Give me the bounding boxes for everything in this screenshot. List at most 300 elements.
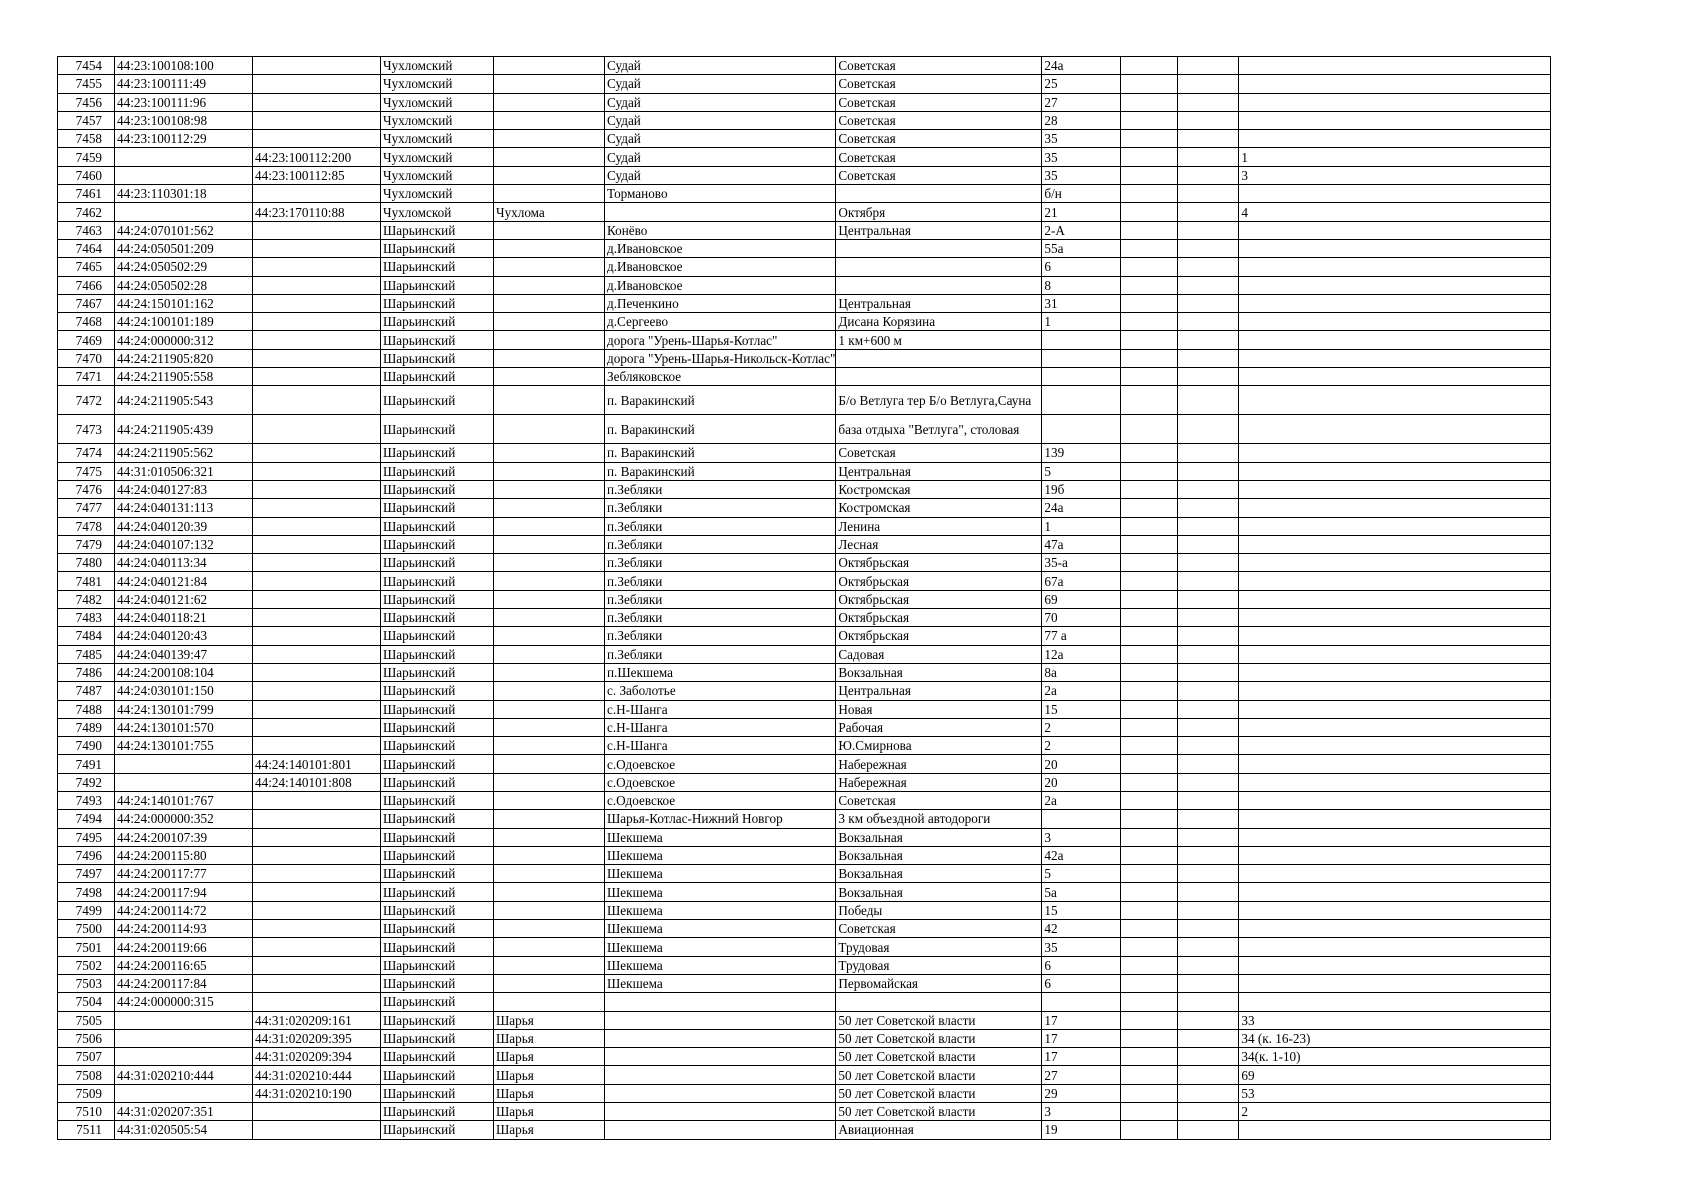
cell-cadastral-number bbox=[115, 1084, 253, 1102]
cell-cadastral-number-building bbox=[253, 1121, 381, 1139]
cell-row-number: 7489 bbox=[58, 718, 115, 736]
cell-cadastral-number-building bbox=[253, 865, 381, 883]
cell-cadastral-number-building bbox=[253, 810, 381, 828]
cell-district: Шарьинский bbox=[381, 791, 494, 809]
table-row bbox=[58, 1084, 1551, 1102]
cell-apartment bbox=[1239, 920, 1551, 938]
cell-settlement bbox=[494, 828, 605, 846]
table-row bbox=[58, 846, 1551, 864]
cell-locality: п.Зебляки bbox=[605, 627, 836, 645]
cell-locality: Шекшема bbox=[605, 846, 836, 864]
table-row bbox=[58, 883, 1551, 901]
cell-settlement bbox=[494, 148, 605, 166]
cell-apartment bbox=[1239, 221, 1551, 239]
cell-apartment bbox=[1239, 331, 1551, 349]
cell-cadastral-number-building bbox=[253, 901, 381, 919]
cell-row-number: 7477 bbox=[58, 499, 115, 517]
cell-settlement bbox=[494, 773, 605, 791]
cell-cadastral-number: 44:24:211905:543 bbox=[115, 386, 253, 415]
cell-settlement: Шарья bbox=[494, 1048, 605, 1066]
cell-settlement bbox=[494, 974, 605, 992]
cell-row-number: 7495 bbox=[58, 828, 115, 846]
cell-col-10 bbox=[1178, 938, 1239, 956]
cell-col-9 bbox=[1121, 185, 1178, 203]
cell-col-10 bbox=[1178, 57, 1239, 75]
cell-district: Шарьинский bbox=[381, 718, 494, 736]
cell-house-number: 1 bbox=[1042, 313, 1121, 331]
cell-settlement bbox=[494, 349, 605, 367]
cell-row-number: 7493 bbox=[58, 791, 115, 809]
cell-col-10 bbox=[1178, 828, 1239, 846]
cell-locality: п.Зебляки bbox=[605, 609, 836, 627]
cell-col-9 bbox=[1121, 865, 1178, 883]
cell-apartment bbox=[1239, 415, 1551, 444]
cell-cadastral-number-building bbox=[253, 499, 381, 517]
cell-col-10 bbox=[1178, 203, 1239, 221]
cell-cadastral-number: 44:23:100111:96 bbox=[115, 93, 253, 111]
cell-settlement bbox=[494, 368, 605, 386]
cell-street: Рабочая bbox=[836, 718, 1042, 736]
cell-house-number bbox=[1042, 331, 1121, 349]
cell-col-10 bbox=[1178, 645, 1239, 663]
table-row bbox=[58, 75, 1551, 93]
cell-row-number: 7509 bbox=[58, 1084, 115, 1102]
cell-apartment bbox=[1239, 57, 1551, 75]
cell-house-number bbox=[1042, 386, 1121, 415]
cell-house-number bbox=[1042, 415, 1121, 444]
cell-apartment bbox=[1239, 444, 1551, 462]
cell-district: Шарьинский bbox=[381, 1121, 494, 1139]
cell-locality: Шекшема bbox=[605, 938, 836, 956]
cell-row-number: 7481 bbox=[58, 572, 115, 590]
cell-apartment bbox=[1239, 682, 1551, 700]
cell-apartment bbox=[1239, 993, 1551, 1011]
cell-cadastral-number: 44:24:200114:93 bbox=[115, 920, 253, 938]
cell-col-10 bbox=[1178, 920, 1239, 938]
cell-cadastral-number: 44:31:020210:444 bbox=[115, 1066, 253, 1084]
cell-district: Шарьинский bbox=[381, 313, 494, 331]
cell-cadastral-number-building bbox=[253, 462, 381, 480]
cell-locality: с.Н-Шанга bbox=[605, 737, 836, 755]
cell-locality: Судай bbox=[605, 166, 836, 184]
cell-house-number: 29 bbox=[1042, 1084, 1121, 1102]
cell-cadastral-number-building: 44:24:140101:801 bbox=[253, 755, 381, 773]
cell-district: Шарьинский bbox=[381, 239, 494, 257]
cell-col-9 bbox=[1121, 148, 1178, 166]
cell-row-number: 7494 bbox=[58, 810, 115, 828]
cell-cadastral-number: 44:24:200117:94 bbox=[115, 883, 253, 901]
cell-street: Советская bbox=[836, 75, 1042, 93]
cell-col-9 bbox=[1121, 791, 1178, 809]
cell-cadastral-number-building: 44:23:100112:85 bbox=[253, 166, 381, 184]
cell-apartment: 33 bbox=[1239, 1011, 1551, 1029]
table-row bbox=[58, 663, 1551, 681]
cell-col-10 bbox=[1178, 294, 1239, 312]
table-row bbox=[58, 828, 1551, 846]
cell-col-10 bbox=[1178, 313, 1239, 331]
cell-district: Шарьинский bbox=[381, 773, 494, 791]
cell-district: Шарьинский bbox=[381, 331, 494, 349]
cell-cadastral-number-building bbox=[253, 535, 381, 553]
table-row bbox=[58, 368, 1551, 386]
cell-street: Ю.Смирнова bbox=[836, 737, 1042, 755]
table-body bbox=[58, 57, 1551, 1140]
cell-house-number: 55а bbox=[1042, 239, 1121, 257]
cell-row-number: 7488 bbox=[58, 700, 115, 718]
cell-cadastral-number-building bbox=[253, 415, 381, 444]
cell-col-9 bbox=[1121, 627, 1178, 645]
cell-apartment bbox=[1239, 368, 1551, 386]
cell-street: Победы bbox=[836, 901, 1042, 919]
table-row bbox=[58, 956, 1551, 974]
cell-cadastral-number: 44:24:200114:72 bbox=[115, 901, 253, 919]
cell-row-number: 7461 bbox=[58, 185, 115, 203]
cell-district: Шарьинский bbox=[381, 1084, 494, 1102]
cell-district: Шарьинский bbox=[381, 846, 494, 864]
cell-house-number: 24а bbox=[1042, 499, 1121, 517]
cell-street: 50 лет Советской власти bbox=[836, 1029, 1042, 1047]
cell-apartment bbox=[1239, 791, 1551, 809]
table-row bbox=[58, 276, 1551, 294]
cell-settlement bbox=[494, 938, 605, 956]
cell-settlement bbox=[494, 663, 605, 681]
cell-col-9 bbox=[1121, 810, 1178, 828]
cell-col-10 bbox=[1178, 349, 1239, 367]
cell-cadastral-number: 44:24:040113:34 bbox=[115, 554, 253, 572]
cell-col-10 bbox=[1178, 956, 1239, 974]
cell-district: Шарьинский bbox=[381, 499, 494, 517]
cell-col-9 bbox=[1121, 682, 1178, 700]
cell-house-number: 24а bbox=[1042, 57, 1121, 75]
cell-row-number: 7505 bbox=[58, 1011, 115, 1029]
table-row bbox=[58, 258, 1551, 276]
table-row bbox=[58, 221, 1551, 239]
cell-row-number: 7478 bbox=[58, 517, 115, 535]
cell-cadastral-number-building bbox=[253, 517, 381, 535]
cell-street: Лесная bbox=[836, 535, 1042, 553]
cell-locality: п.Зебляки bbox=[605, 590, 836, 608]
cell-col-9 bbox=[1121, 313, 1178, 331]
cell-house-number: 35 bbox=[1042, 166, 1121, 184]
cell-col-9 bbox=[1121, 130, 1178, 148]
cell-locality: Шекшема bbox=[605, 956, 836, 974]
cell-cadastral-number-building bbox=[253, 883, 381, 901]
table-row bbox=[58, 590, 1551, 608]
cell-apartment bbox=[1239, 974, 1551, 992]
cell-col-9 bbox=[1121, 609, 1178, 627]
cell-street: Советская bbox=[836, 444, 1042, 462]
cell-col-10 bbox=[1178, 185, 1239, 203]
cell-cadastral-number bbox=[115, 773, 253, 791]
cell-col-10 bbox=[1178, 166, 1239, 184]
cell-row-number: 7473 bbox=[58, 415, 115, 444]
cell-apartment bbox=[1239, 645, 1551, 663]
cell-apartment: 3 bbox=[1239, 166, 1551, 184]
cell-cadastral-number-building: 44:23:170110:88 bbox=[253, 203, 381, 221]
table-row bbox=[58, 700, 1551, 718]
cell-cadastral-number: 44:31:010506:321 bbox=[115, 462, 253, 480]
cell-district: Шарьинский bbox=[381, 221, 494, 239]
cell-cadastral-number-building bbox=[253, 627, 381, 645]
cell-house-number: 47а bbox=[1042, 535, 1121, 553]
cell-col-10 bbox=[1178, 444, 1239, 462]
cell-row-number: 7485 bbox=[58, 645, 115, 663]
cell-district: Шарьинский bbox=[381, 828, 494, 846]
cell-col-9 bbox=[1121, 221, 1178, 239]
cell-house-number: 8 bbox=[1042, 276, 1121, 294]
cell-settlement bbox=[494, 499, 605, 517]
cell-house-number: 19 bbox=[1042, 1121, 1121, 1139]
cell-col-9 bbox=[1121, 956, 1178, 974]
cell-col-9 bbox=[1121, 645, 1178, 663]
cell-apartment: 4 bbox=[1239, 203, 1551, 221]
cell-row-number: 7476 bbox=[58, 480, 115, 498]
cell-cadastral-number: 44:23:100108:100 bbox=[115, 57, 253, 75]
cell-locality: с.Одоевское bbox=[605, 773, 836, 791]
cell-col-9 bbox=[1121, 993, 1178, 1011]
cell-col-9 bbox=[1121, 462, 1178, 480]
cell-district: Чухломский bbox=[381, 57, 494, 75]
cell-district: Шарьинский bbox=[381, 462, 494, 480]
cell-settlement bbox=[494, 810, 605, 828]
cell-cadastral-number-building bbox=[253, 130, 381, 148]
cell-cadastral-number bbox=[115, 755, 253, 773]
cell-settlement bbox=[494, 755, 605, 773]
cell-locality: Судай bbox=[605, 75, 836, 93]
cell-row-number: 7503 bbox=[58, 974, 115, 992]
table-row bbox=[58, 1121, 1551, 1139]
cell-settlement bbox=[494, 718, 605, 736]
cell-cadastral-number: 44:24:040139:47 bbox=[115, 645, 253, 663]
cell-apartment bbox=[1239, 590, 1551, 608]
cell-locality: с.Н-Шанга bbox=[605, 700, 836, 718]
cell-house-number: 35 bbox=[1042, 130, 1121, 148]
cell-street: Трудовая bbox=[836, 938, 1042, 956]
cell-row-number: 7474 bbox=[58, 444, 115, 462]
cell-row-number: 7483 bbox=[58, 609, 115, 627]
cell-street: Центральная bbox=[836, 221, 1042, 239]
cell-row-number: 7470 bbox=[58, 349, 115, 367]
cell-locality: с.Одоевское bbox=[605, 791, 836, 809]
cell-row-number: 7496 bbox=[58, 846, 115, 864]
cell-locality: д.Ивановское bbox=[605, 239, 836, 257]
cell-col-10 bbox=[1178, 93, 1239, 111]
cell-col-9 bbox=[1121, 368, 1178, 386]
cell-col-10 bbox=[1178, 737, 1239, 755]
cell-col-9 bbox=[1121, 239, 1178, 257]
cell-cadastral-number-building bbox=[253, 682, 381, 700]
cell-col-10 bbox=[1178, 755, 1239, 773]
cell-cadastral-number: 44:24:130101:799 bbox=[115, 700, 253, 718]
cell-settlement bbox=[494, 276, 605, 294]
cell-cadastral-number-building bbox=[253, 956, 381, 974]
cell-street bbox=[836, 349, 1042, 367]
cell-cadastral-number-building bbox=[253, 737, 381, 755]
cell-locality: п. Варакинский bbox=[605, 415, 836, 444]
cell-cadastral-number: 44:24:040131:113 bbox=[115, 499, 253, 517]
table-row bbox=[58, 627, 1551, 645]
cell-settlement bbox=[494, 535, 605, 553]
cell-locality: Судай bbox=[605, 148, 836, 166]
cell-col-9 bbox=[1121, 700, 1178, 718]
cell-settlement bbox=[494, 737, 605, 755]
cell-apartment bbox=[1239, 938, 1551, 956]
cell-cadastral-number-building bbox=[253, 609, 381, 627]
cell-col-10 bbox=[1178, 221, 1239, 239]
cell-cadastral-number: 44:24:000000:352 bbox=[115, 810, 253, 828]
cell-settlement bbox=[494, 166, 605, 184]
cell-cadastral-number: 44:24:211905:558 bbox=[115, 368, 253, 386]
cell-district: Шарьинский bbox=[381, 480, 494, 498]
cell-cadastral-number: 44:24:200117:84 bbox=[115, 974, 253, 992]
cell-house-number: 42 bbox=[1042, 920, 1121, 938]
cell-apartment bbox=[1239, 239, 1551, 257]
cell-apartment bbox=[1239, 517, 1551, 535]
cell-house-number: 2а bbox=[1042, 791, 1121, 809]
cell-locality: с.Н-Шанга bbox=[605, 718, 836, 736]
cell-cadastral-number-building: 44:31:020210:444 bbox=[253, 1066, 381, 1084]
cell-house-number: 35 bbox=[1042, 938, 1121, 956]
cell-col-10 bbox=[1178, 682, 1239, 700]
cell-district: Шарьинский bbox=[381, 938, 494, 956]
cell-col-10 bbox=[1178, 883, 1239, 901]
cell-locality bbox=[605, 1103, 836, 1121]
cell-street: 3 км объездной автодороги bbox=[836, 810, 1042, 828]
cell-settlement: Шарья bbox=[494, 1066, 605, 1084]
table-row bbox=[58, 609, 1551, 627]
cell-row-number: 7466 bbox=[58, 276, 115, 294]
cell-settlement: Шарья bbox=[494, 1103, 605, 1121]
cell-col-9 bbox=[1121, 93, 1178, 111]
cell-apartment bbox=[1239, 93, 1551, 111]
cell-cadastral-number-building bbox=[253, 349, 381, 367]
cell-house-number bbox=[1042, 810, 1121, 828]
cell-street: 50 лет Советской власти bbox=[836, 1084, 1042, 1102]
cell-street: Советская bbox=[836, 166, 1042, 184]
cell-cadastral-number bbox=[115, 166, 253, 184]
cell-cadastral-number-building bbox=[253, 938, 381, 956]
cell-cadastral-number: 44:24:000000:312 bbox=[115, 331, 253, 349]
table-row bbox=[58, 203, 1551, 221]
cell-locality bbox=[605, 993, 836, 1011]
cell-row-number: 7499 bbox=[58, 901, 115, 919]
cell-settlement: Шарья bbox=[494, 1011, 605, 1029]
cell-house-number bbox=[1042, 349, 1121, 367]
cell-house-number: 21 bbox=[1042, 203, 1121, 221]
cell-locality: Судай bbox=[605, 111, 836, 129]
cell-district: Шарьинский bbox=[381, 810, 494, 828]
cell-street: база отдыха "Ветлуга", столовая bbox=[836, 415, 1042, 444]
cell-col-9 bbox=[1121, 1084, 1178, 1102]
cell-house-number: 6 bbox=[1042, 956, 1121, 974]
cell-district: Шарьинский bbox=[381, 276, 494, 294]
cell-locality: п. Варакинский bbox=[605, 444, 836, 462]
cell-settlement bbox=[494, 609, 605, 627]
cell-row-number: 7506 bbox=[58, 1029, 115, 1047]
cell-cadastral-number: 44:24:040118:21 bbox=[115, 609, 253, 627]
cell-house-number: 6 bbox=[1042, 258, 1121, 276]
cell-settlement bbox=[494, 386, 605, 415]
cell-apartment bbox=[1239, 480, 1551, 498]
cell-row-number: 7468 bbox=[58, 313, 115, 331]
cell-street: Октябрьская bbox=[836, 554, 1042, 572]
cell-street: Новая bbox=[836, 700, 1042, 718]
cell-row-number: 7498 bbox=[58, 883, 115, 901]
cell-cadastral-number: 44:24:040121:62 bbox=[115, 590, 253, 608]
cell-col-9 bbox=[1121, 737, 1178, 755]
table-row bbox=[58, 1029, 1551, 1047]
cell-settlement: Шарья bbox=[494, 1121, 605, 1139]
cell-row-number: 7459 bbox=[58, 148, 115, 166]
table-row bbox=[58, 773, 1551, 791]
cell-locality: дорога "Урень-Шарья-Котлас" bbox=[605, 331, 836, 349]
cell-apartment bbox=[1239, 846, 1551, 864]
cell-row-number: 7460 bbox=[58, 166, 115, 184]
cell-cadastral-number: 44:24:040120:43 bbox=[115, 627, 253, 645]
cell-row-number: 7504 bbox=[58, 993, 115, 1011]
cell-street: Садовая bbox=[836, 645, 1042, 663]
table-row bbox=[58, 554, 1551, 572]
cell-locality: Судай bbox=[605, 130, 836, 148]
cell-cadastral-number: 44:24:130101:570 bbox=[115, 718, 253, 736]
cell-street: Вокзальная bbox=[836, 828, 1042, 846]
cell-row-number: 7486 bbox=[58, 663, 115, 681]
cell-house-number: 67а bbox=[1042, 572, 1121, 590]
table-row bbox=[58, 810, 1551, 828]
table-row bbox=[58, 1066, 1551, 1084]
cell-house-number: 6 bbox=[1042, 974, 1121, 992]
cell-house-number bbox=[1042, 993, 1121, 1011]
cell-locality: п.Зебляки bbox=[605, 535, 836, 553]
cell-cadastral-number-building bbox=[253, 572, 381, 590]
cell-locality: дорога "Урень-Шарья-Никольск-Котлас" bbox=[605, 349, 836, 367]
cell-apartment bbox=[1239, 773, 1551, 791]
cell-house-number: 28 bbox=[1042, 111, 1121, 129]
cell-settlement: Шарья bbox=[494, 1029, 605, 1047]
cell-row-number: 7465 bbox=[58, 258, 115, 276]
cell-district: Чухломский bbox=[381, 185, 494, 203]
cell-street: Костромская bbox=[836, 480, 1042, 498]
cell-cadastral-number-building bbox=[253, 663, 381, 681]
table-row bbox=[58, 93, 1551, 111]
table-row bbox=[58, 755, 1551, 773]
cell-col-9 bbox=[1121, 111, 1178, 129]
cell-cadastral-number: 44:24:000000:315 bbox=[115, 993, 253, 1011]
cell-district: Шарьинский bbox=[381, 349, 494, 367]
cell-settlement bbox=[494, 130, 605, 148]
cell-row-number: 7507 bbox=[58, 1048, 115, 1066]
cell-cadastral-number-building bbox=[253, 444, 381, 462]
cell-cadastral-number bbox=[115, 148, 253, 166]
cell-district: Шарьинский bbox=[381, 883, 494, 901]
cell-apartment bbox=[1239, 130, 1551, 148]
cell-locality: Конёво bbox=[605, 221, 836, 239]
cell-house-number: 27 bbox=[1042, 1066, 1121, 1084]
cell-col-9 bbox=[1121, 1066, 1178, 1084]
cell-street: Вокзальная bbox=[836, 846, 1042, 864]
cell-col-10 bbox=[1178, 1121, 1239, 1139]
cell-apartment bbox=[1239, 627, 1551, 645]
cell-col-10 bbox=[1178, 331, 1239, 349]
cell-house-number: 3 bbox=[1042, 1103, 1121, 1121]
cell-street: 50 лет Советской власти bbox=[836, 1048, 1042, 1066]
cell-cadastral-number-building bbox=[253, 331, 381, 349]
cell-street: 50 лет Советской власти bbox=[836, 1011, 1042, 1029]
cell-cadastral-number-building: 44:31:020210:190 bbox=[253, 1084, 381, 1102]
table-row bbox=[58, 718, 1551, 736]
cell-district: Чухломский bbox=[381, 148, 494, 166]
cell-col-10 bbox=[1178, 368, 1239, 386]
